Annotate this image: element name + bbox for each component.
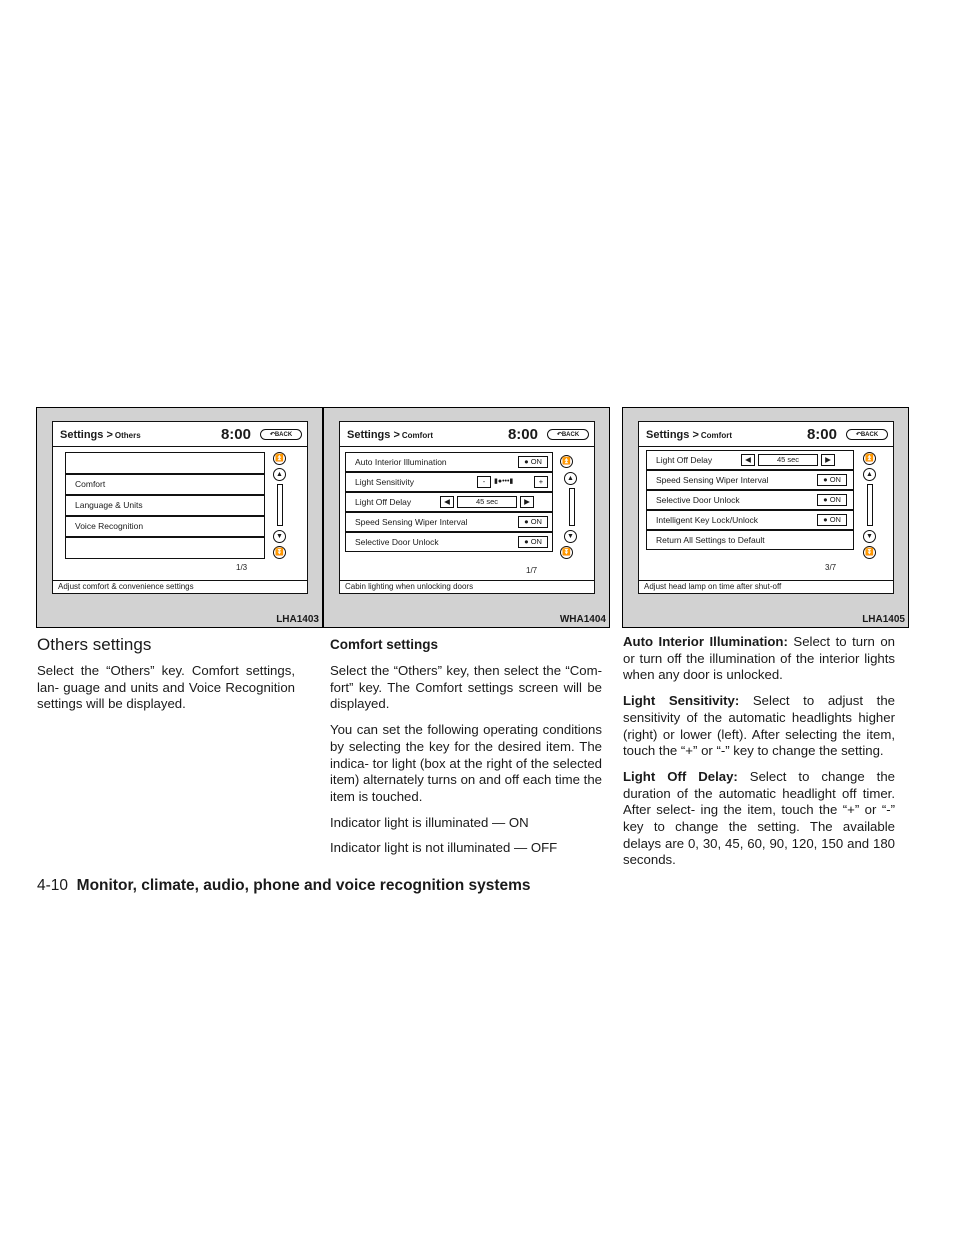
paragraph: Select the “Others” key, then select the “Com- fort” key. The Comfort settings screen will be displayed. bbox=[330, 663, 602, 712]
on-label: ON bbox=[829, 515, 841, 524]
increase-icon[interactable]: ▶ bbox=[520, 496, 534, 508]
back-label: BACK bbox=[561, 432, 580, 438]
comfort-body bbox=[330, 663, 602, 866]
section-heading-comfort: Comfort settings bbox=[330, 637, 438, 652]
figure-others-screen bbox=[36, 407, 323, 628]
page-down-icon[interactable]: ⏬ bbox=[560, 546, 573, 559]
list-item-language-units[interactable] bbox=[65, 495, 265, 516]
back-button[interactable]: ↶BACK bbox=[547, 429, 589, 440]
clock: 8:00 bbox=[806, 426, 837, 443]
definition-term: Light Sensitivity: bbox=[623, 693, 740, 709]
list-item-empty bbox=[65, 452, 265, 474]
list-item-light-sensitivity[interactable] bbox=[345, 472, 553, 492]
definition-text: Select to turn on or turn off the illumination of the interior lights when any door is unlocked. bbox=[623, 634, 896, 683]
minus-button[interactable] bbox=[477, 476, 491, 488]
breadcrumb-settings: Settings > bbox=[347, 429, 400, 441]
figure-code: LHA1405 bbox=[862, 614, 905, 625]
page-down-icon[interactable]: ⏬ bbox=[273, 546, 286, 559]
paragraph: Indicator light is illuminated — ON bbox=[330, 814, 529, 830]
header-divider bbox=[53, 446, 307, 447]
definition-light-off-delay bbox=[623, 769, 895, 869]
definition-term: Light Off Delay: bbox=[623, 768, 738, 784]
paragraph: Select the “Others” key. Comfort settings, lan- guage and units and Voice Recognition settings will be displayed. bbox=[37, 663, 295, 712]
back-label: BACK bbox=[274, 432, 293, 438]
paragraph: Indicator light is not illuminated — OFF bbox=[330, 840, 558, 856]
breadcrumb bbox=[646, 429, 732, 441]
figure-frame bbox=[323, 407, 610, 628]
list-item-label: Selective Door Unlock bbox=[355, 537, 439, 547]
decrease-icon[interactable]: ◀ bbox=[741, 454, 755, 466]
list-item-empty bbox=[65, 537, 265, 559]
page-up-icon[interactable]: ⏫ bbox=[560, 455, 573, 468]
figure-frame bbox=[36, 407, 323, 628]
list-item-label: Intelligent Key Lock/Unlock bbox=[656, 515, 759, 525]
definition-text: Select to change the duration of the automatic headlight off timer. After select- ing the item, touch the “+” or “-” key to change the setting. The available delays are 0, 30, 45, 60, 90, 120, 150 and 180 seconds. bbox=[623, 768, 895, 868]
sensitivity-level-icon: ▮●•••▮ bbox=[494, 478, 514, 485]
list-item-label: Selective Door Unlock bbox=[656, 495, 740, 505]
on-indicator: ● ON bbox=[518, 456, 548, 468]
increase-icon[interactable]: ▶ bbox=[821, 454, 835, 466]
section-heading-others: Others settings bbox=[37, 635, 152, 654]
list-item-label: Speed Sensing Wiper Interval bbox=[355, 517, 468, 527]
status-bar: Adjust head lamp on time after shut-off bbox=[639, 580, 893, 593]
clock: 8:00 bbox=[507, 426, 538, 443]
on-indicator: ● ON bbox=[518, 516, 548, 528]
list-item-comfort[interactable] bbox=[65, 474, 265, 495]
header-divider bbox=[639, 446, 893, 447]
list-item-label: Language & Units bbox=[75, 500, 143, 510]
others-body bbox=[37, 663, 295, 722]
page-up-icon[interactable]: ⏫ bbox=[273, 452, 286, 465]
breadcrumb-settings: Settings > bbox=[646, 429, 699, 441]
scrollbar-track[interactable] bbox=[569, 488, 575, 526]
back-label: BACK bbox=[860, 432, 879, 438]
page-indicator: 3/7 bbox=[825, 563, 837, 572]
scroll-up-icon[interactable]: ▲ bbox=[273, 468, 286, 481]
definition-light-sensitivity bbox=[623, 693, 895, 760]
page-up-icon[interactable]: ⏫ bbox=[863, 452, 876, 465]
on-label: ON bbox=[829, 475, 841, 484]
on-indicator: ● ON bbox=[518, 536, 548, 548]
list-item-voice-recognition[interactable] bbox=[65, 516, 265, 537]
back-button[interactable]: ↶BACK bbox=[846, 429, 888, 440]
plus-button[interactable] bbox=[534, 476, 548, 488]
scroll-down-icon[interactable]: ▼ bbox=[564, 530, 577, 543]
list-item-label: Comfort bbox=[75, 479, 106, 489]
list-item-return-all-settings-to-default[interactable] bbox=[646, 530, 854, 550]
display-screen bbox=[339, 421, 595, 594]
breadcrumb-settings: Settings > bbox=[60, 429, 113, 441]
status-bar: Adjust comfort & convenience settings bbox=[53, 580, 307, 593]
on-indicator: ● ON bbox=[817, 474, 847, 486]
on-indicator: ● ON bbox=[817, 494, 847, 506]
delay-value: 45 sec bbox=[457, 496, 517, 508]
breadcrumb-current: Comfort bbox=[401, 431, 433, 440]
clock: 8:00 bbox=[220, 426, 251, 443]
list-item-label: Speed Sensing Wiper Interval bbox=[656, 475, 769, 485]
figure-code: WHA1404 bbox=[559, 614, 606, 625]
scrollbar-track[interactable] bbox=[867, 484, 873, 526]
figure-comfort-screen-3 bbox=[622, 407, 909, 628]
definitions-body bbox=[623, 634, 895, 878]
delay-value: 45 sec bbox=[758, 454, 818, 466]
page-footer bbox=[37, 877, 531, 895]
list-item-label: Light Off Delay bbox=[355, 497, 412, 507]
breadcrumb bbox=[60, 429, 141, 441]
on-label: ON bbox=[530, 457, 542, 466]
page-indicator: 1/3 bbox=[236, 563, 248, 572]
plus-label: + bbox=[538, 477, 544, 486]
display-screen bbox=[638, 421, 894, 594]
breadcrumb-current: Others bbox=[114, 431, 141, 440]
on-label: ON bbox=[530, 517, 542, 526]
scroll-up-icon[interactable]: ▲ bbox=[863, 468, 876, 481]
list-item-label: Voice Recognition bbox=[75, 521, 144, 531]
definition-text: Select to adjust the sensitivity of the automatic headlights higher (right) or lower (left). After selecting the item, touch the “+” or “-” key to change the setting. bbox=[623, 693, 895, 759]
definition-auto-interior-illumination bbox=[623, 634, 895, 684]
chapter-title: Monitor, climate, audio, phone and voice recognition systems bbox=[76, 877, 531, 894]
minus-label: - bbox=[482, 477, 486, 486]
page-indicator: 1/7 bbox=[526, 566, 538, 575]
scrollbar-track[interactable] bbox=[277, 484, 283, 526]
scroll-down-icon[interactable]: ▼ bbox=[273, 530, 286, 543]
display-screen bbox=[52, 421, 308, 594]
breadcrumb bbox=[347, 429, 433, 441]
list-item-label: Return All Settings to Default bbox=[656, 535, 765, 545]
decrease-icon[interactable]: ◀ bbox=[440, 496, 454, 508]
paragraph: You can set the following operating conditions by selecting the key for the desired item. The indica- tor light (box at the right of the selected item) alternately turns on and off each time the item is touched. bbox=[330, 722, 602, 804]
scroll-down-icon[interactable]: ▼ bbox=[863, 530, 876, 543]
scroll-up-icon[interactable]: ▲ bbox=[564, 472, 577, 485]
list-item-label: Auto Interior Illumination bbox=[355, 457, 447, 467]
figure-code: LHA1403 bbox=[276, 614, 319, 625]
definition-term: Auto Interior Illumination: bbox=[623, 634, 788, 649]
status-bar: Cabin lighting when unlocking doors bbox=[340, 580, 594, 593]
back-button[interactable]: ↶BACK bbox=[260, 429, 302, 440]
page-number: 4-10 bbox=[37, 877, 69, 894]
on-label: ON bbox=[829, 495, 841, 504]
breadcrumb-current: Comfort bbox=[700, 431, 732, 440]
header-divider bbox=[340, 446, 594, 447]
page-down-icon[interactable]: ⏬ bbox=[863, 546, 876, 559]
list-item-label: Light Sensitivity bbox=[355, 477, 415, 487]
on-label: ON bbox=[530, 537, 542, 546]
list-item-label: Light Off Delay bbox=[656, 455, 713, 465]
figure-comfort-screen-1 bbox=[323, 407, 610, 628]
figure-frame bbox=[622, 407, 909, 628]
on-indicator: ● ON bbox=[817, 514, 847, 526]
